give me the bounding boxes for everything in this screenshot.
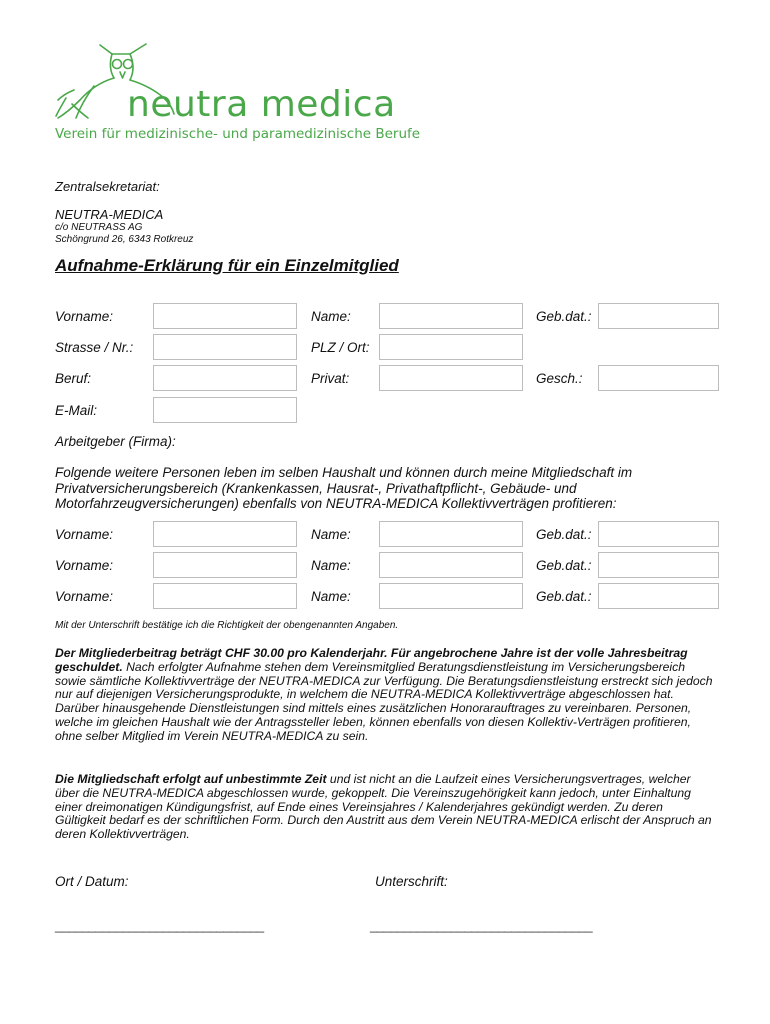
hh1-name-field[interactable] <box>379 521 523 547</box>
membership-paragraph <box>55 773 715 842</box>
privat-label: Privat: <box>311 371 350 386</box>
hh2-name-field[interactable] <box>379 552 523 578</box>
address-street: Schöngrund 26, 6343 Rotkreuz <box>55 234 194 245</box>
name-label: Name: <box>311 309 351 324</box>
ort-datum-line[interactable]: _______________________________ <box>55 918 264 933</box>
privat-field[interactable] <box>379 365 523 391</box>
beruf-label: Beruf: <box>55 371 92 386</box>
hh2-gebdat-field[interactable] <box>598 552 719 578</box>
brand-name: neutra medica <box>127 84 396 125</box>
hh1-gebdat-field[interactable] <box>598 521 719 547</box>
hh2-vorname-label: Vorname: <box>55 558 114 573</box>
membership-text: und ist nicht an die Laufzeit eines Versicherungsvertrages, welcher über die NEUTRA-MEDICA abgeschlossen wurde, gekoppelt. Die Vereinszugehörigkeit kann jedoch, unter Einhaltung einer dreimonatigen Kündigungsfrist, auf Ende eines Vereinsjahres / Kalenderjahres gekündigt werden. Zu deren Gültigkeit bedarf es der schriftlichen Form. Durch den Austritt aus dem Verein NEUTRA-MEDICA erlischt der Anspruch an deren Kollektivverträgen. <box>55 772 712 842</box>
strasse-label: Strasse / Nr.: <box>55 340 134 355</box>
email-field[interactable] <box>153 397 297 423</box>
fee-paragraph <box>55 647 715 744</box>
address-co: c/o NEUTRASS AG <box>55 222 143 233</box>
hh1-vorname-label: Vorname: <box>55 527 114 542</box>
hh3-gebdat-label: Geb.dat.: <box>536 589 592 604</box>
hh1-name-label: Name: <box>311 527 351 542</box>
name-field[interactable] <box>379 303 523 329</box>
fee-bold: Der Mitgliederbeitrag beträgt CHF 30.00 pro Kalenderjahr. Für angebrochene Jahre ist der volle Jahresbeitrag geschuldet. <box>55 646 688 674</box>
hh3-vorname-label: Vorname: <box>55 589 114 604</box>
page-title: Aufnahme-Erklärung für ein Einzelmitglied <box>55 256 399 275</box>
hh2-gebdat-label: Geb.dat.: <box>536 558 592 573</box>
hh3-vorname-field[interactable] <box>153 583 297 609</box>
household-intro: Folgende weitere Personen leben im selben Haushalt und können durch meine Mitgliedschaft im Privatversicherungsbereich (Krankenkassen, Hausrat-, Privathaftpflicht-, Gebäude- und Motorfahrzeugversicherungen) ebenfalls von NEUTRA-MEDICA Kollektivverträgen profitieren: <box>55 465 633 511</box>
hh3-name-field[interactable] <box>379 583 523 609</box>
address-org: NEUTRA-MEDICA <box>55 207 164 222</box>
beruf-field[interactable] <box>153 365 297 391</box>
gesch-label: Gesch.: <box>536 371 583 386</box>
fee-text: Nach erfolgter Aufnahme stehen dem Vereinsmitglied Beratungsdienstleistung im Versicherungsbereich sowie sämtliche Kollektivverträge der NEUTRA-MEDICA zur Verfügung. Die Beratungsdienstleistung erstreckt sich jedoch nur auf diejenigen Versicherungsprodukte, in welchem die NEUTRA-MEDICA Kollektivverträge abgeschlossen hat. Darüber hinausgehende Dienstleistungen sind mittels eines zusätzlichen Honorarauftrages zu vereinbaren. Personen, welche im gleichen Haushalt wie der Antragssteller leben, können ebenfalls von diesen Kollektiv-Verträgen profitieren, ohne selber Mitglied im Verein NEUTRA-MEDICA zu sein. <box>55 659 713 743</box>
plz-ort-label: PLZ / Ort: <box>311 340 370 355</box>
email-label: E-Mail: <box>55 403 98 418</box>
vorname-label: Vorname: <box>55 309 114 324</box>
gebdat-field[interactable] <box>598 303 719 329</box>
unterschrift-line[interactable]: _________________________________ <box>370 918 593 933</box>
hh2-vorname-field[interactable] <box>153 552 297 578</box>
brand-tagline: Verein für medizinische- und paramedizinische Berufe <box>55 126 421 142</box>
confirmation-note: Mit der Unterschrift bestätige ich die Richtigkeit der obengenannten Angaben. <box>55 620 399 631</box>
gebdat-label: Geb.dat.: <box>536 309 592 324</box>
vorname-field[interactable] <box>153 303 297 329</box>
gesch-field[interactable] <box>598 365 719 391</box>
address-label: Zentralsekretariat: <box>55 179 160 194</box>
hh2-name-label: Name: <box>311 558 351 573</box>
unterschrift-label: Unterschrift: <box>375 874 448 889</box>
plz-ort-field[interactable] <box>379 334 523 360</box>
strasse-field[interactable] <box>153 334 297 360</box>
hh1-vorname-field[interactable] <box>153 521 297 547</box>
hh1-gebdat-label: Geb.dat.: <box>536 527 592 542</box>
membership-bold: Die Mitgliedschaft erfolgt auf unbestimmte Zeit <box>55 772 327 786</box>
arbeitgeber-label: Arbeitgeber (Firma): <box>55 434 176 449</box>
ort-datum-label: Ort / Datum: <box>55 874 129 889</box>
hh3-gebdat-field[interactable] <box>598 583 719 609</box>
hh3-name-label: Name: <box>311 589 351 604</box>
